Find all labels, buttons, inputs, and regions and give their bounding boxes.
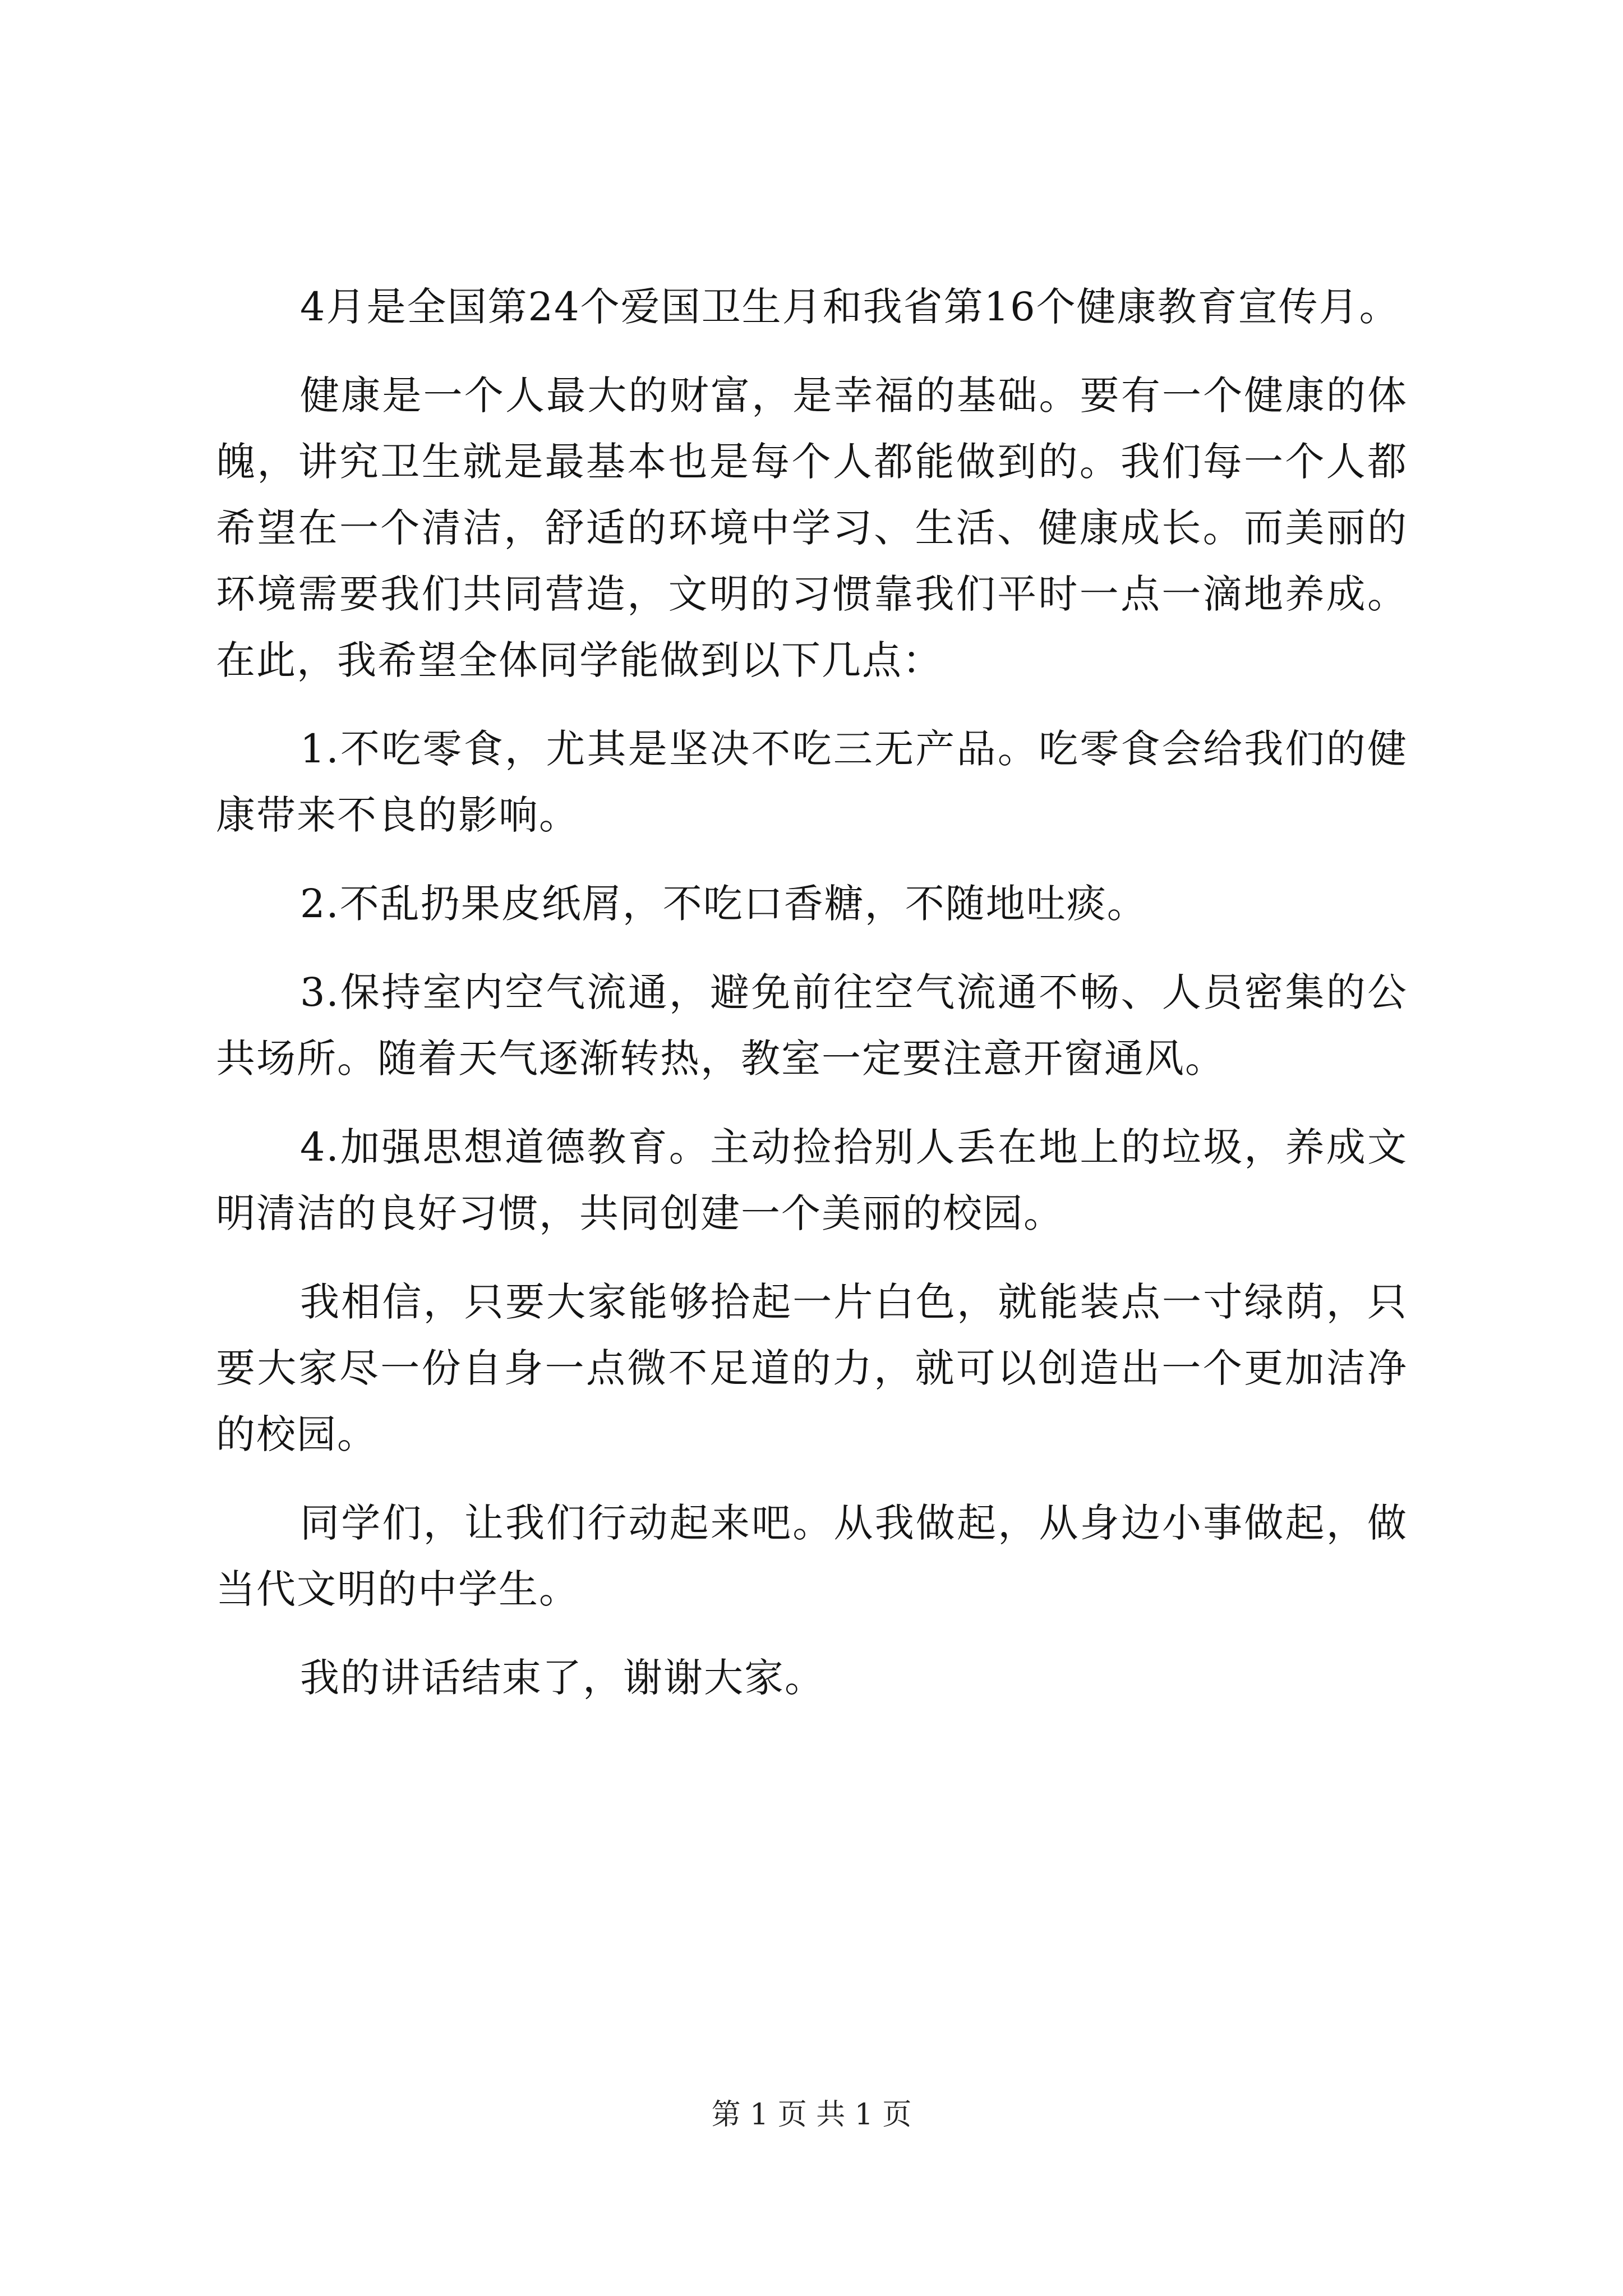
paragraph-point-1: 1.不吃零食，尤其是坚决不吃三无产品。吃零食会给我们的健康带来不良的影响。 bbox=[216, 726, 1408, 838]
paragraph-belief: 我相信，只要大家能够拾起一片白色，就能装点一寸绿荫，只要大家尽一份自身一点微不足道的力，就可以创造出一个更加洁净的校园。 bbox=[216, 1279, 1408, 1457]
paragraph-call-to-action: 同学们，让我们行动起来吧。从我做起，从身边小事做起，做当代文明的中学生。 bbox=[216, 1500, 1408, 1612]
paragraph-point-4: 4.加强思想道德教育。主动捡拾别人丢在地上的垃圾，养成文明清洁的良好习惯，共同创建一个美丽的校园。 bbox=[216, 1124, 1408, 1236]
paragraph-month-intro: 4月是全国第24个爱国卫生月和我省第16个健康教育宣传月。 bbox=[300, 284, 1400, 330]
paragraph-health-importance: 健康是一个人最大的财富，是幸福的基础。要有一个健康的体魄，讲究卫生就是最基本也是每个人都能做到的。我们每一个人都希望在一个清洁，舒适的环境中学习、生活、健康成长。而美丽的环境需要我们共同营造，文明的习惯靠我们平时一点一滴地养成。在此，我希望全体同学能做到以下几点： bbox=[216, 372, 1408, 683]
page-footer: 第 1 页 共 1 页 bbox=[711, 2098, 912, 2132]
paragraph-point-2: 2.不乱扔果皮纸屑，不吃口香糖，不随地吐痰。 bbox=[300, 881, 1147, 927]
document-body bbox=[216, 274, 1408, 1733]
paragraph-point-3: 3.保持室内空气流通，避免前往空气流通不畅、人员密集的公共场所。随着天气逐渐转热，教室一定要注意开窗通风。 bbox=[216, 969, 1408, 1082]
paragraph-closing: 我的讲话结束了，谢谢大家。 bbox=[300, 1655, 825, 1701]
